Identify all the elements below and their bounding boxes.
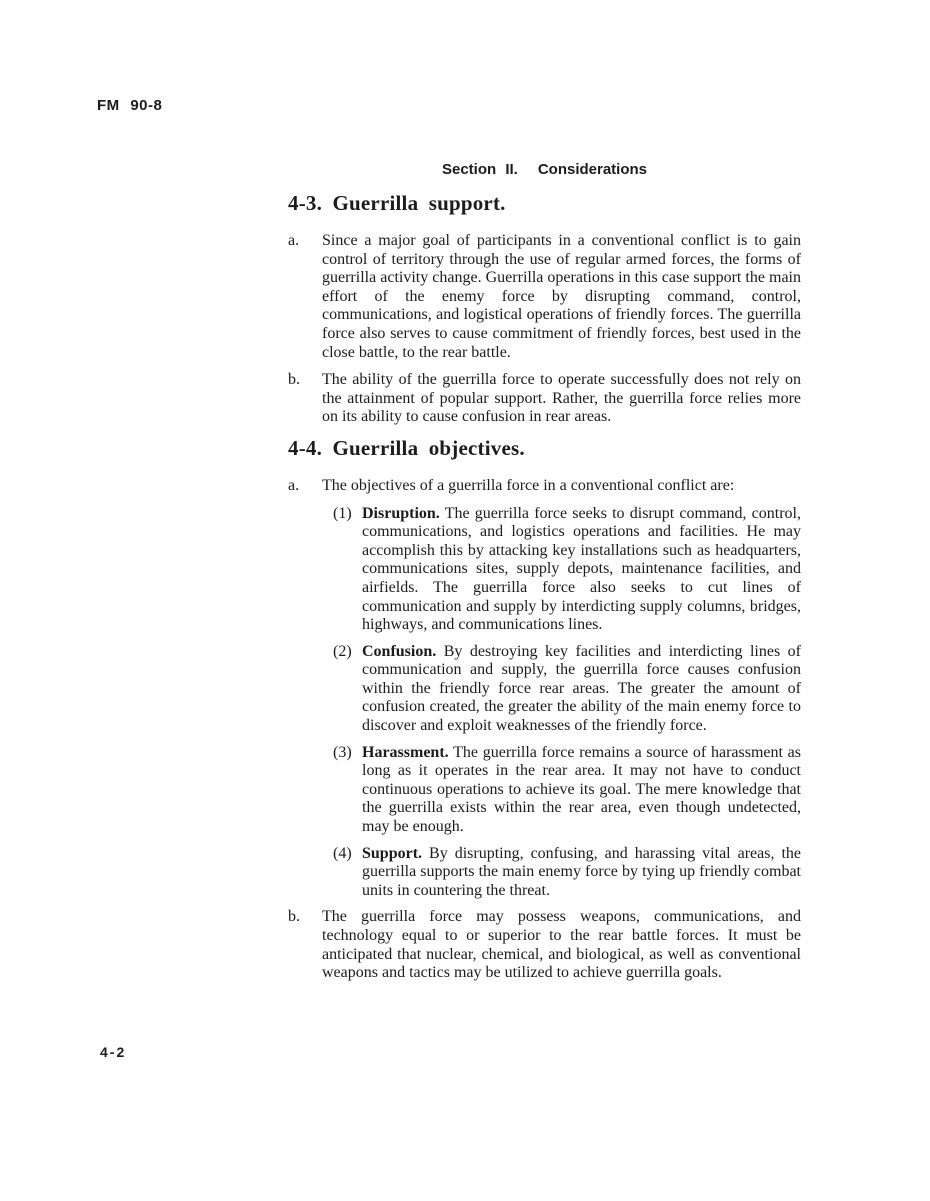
section-label: Section II.	[441, 161, 518, 178]
section-header	[288, 161, 801, 178]
section-title: Considerations	[537, 161, 648, 178]
item-body	[362, 505, 801, 635]
doc-code: FM 90-8	[97, 97, 163, 114]
item-term: Support.	[362, 844, 423, 862]
item-label: (4)	[333, 844, 352, 862]
paragraph-label: a.	[288, 232, 300, 249]
item-text: By destroying key facilities and interdicting lines of communication and supply, the guerrilla force causes confusion within the friendly force rear areas. The greater the amount of confusion created, the greater the ability of the main enemy force to discover and exploit weaknesses of the friendly force.	[362, 642, 802, 735]
list-item-harassment	[333, 744, 801, 837]
item-text: By disrupting, confusing, and harassing vital areas, the guerrilla supports the main enemy force by tying up friendly combat units in countering the threat.	[362, 844, 802, 899]
item-body	[362, 845, 801, 901]
item-term: Confusion.	[362, 642, 437, 660]
paragraph-label: b.	[288, 908, 300, 926]
list-item-disruption	[333, 505, 801, 635]
list-item-support	[333, 845, 801, 901]
paragraph-text: Since a major goal of participants in a conventional conflict is to gain control of territory through the use of regular armed forces, the forms of guerrilla activity change. Guerrilla operations in this case support the main effort of the enemy force by disrupting command, control, communications, and logistical operations of friendly forces. The guerrilla force also serves to cause commitment of friendly forces, best used in the close battle, to the rear battle.	[322, 232, 801, 361]
paragraph-4-3-b	[288, 371, 801, 427]
item-body	[362, 744, 801, 837]
paragraph-text: The ability of the guerrilla force to operate successfully does not rely on the attainment of popular support. Rather, the guerrilla force relies more on its ability to cause confusion in rear areas.	[322, 371, 801, 426]
paragraph-4-4-a	[288, 477, 801, 496]
page-content	[288, 161, 801, 992]
list-item-confusion	[333, 643, 801, 736]
item-label: (1)	[333, 504, 352, 522]
item-text: The guerrilla force remains a source of harassment as long as it operates in the rear area. It may not have to conduct continuous operations to achieve its goal. The mere knowledge that the guerrilla exists within the rear area, even though undetected, may be enough.	[362, 743, 801, 836]
heading-guerrilla-support: 4-3. Guerrilla support.	[288, 191, 506, 215]
paragraph-label: b.	[288, 371, 300, 389]
paragraph-4-3-a	[288, 232, 801, 362]
paragraph-text: The guerrilla force may possess weapons, communications, and technology equal to or superior to the rear battle forces. It must be anticipated that nuclear, chemical, and biological, as well as conventional weapons and tactics may be utilized to achieve guerrilla goals.	[322, 908, 801, 982]
item-label: (3)	[333, 743, 352, 761]
item-body	[362, 643, 801, 736]
item-term: Disruption.	[362, 504, 440, 522]
page-number: 4-2	[100, 1044, 127, 1060]
heading-guerrilla-objectives: 4-4. Guerrilla objectives.	[288, 435, 525, 460]
paragraph-4-4-b	[288, 908, 801, 982]
item-label: (2)	[333, 642, 352, 660]
item-text: The guerrilla force seeks to disrupt command, control, communications, and logistics operations and facilities. He may accomplish this by attacking key installations such as headquarters, communications sites, supply depots, maintenance facilities, and airfields. The guerrilla force also seeks to cut lines of communication and supply by interdicting supply columns, bridges, highways, and communications lines.	[362, 504, 802, 634]
item-term: Harassment.	[362, 743, 449, 761]
paragraph-text: The objectives of a guerrilla force in a conventional conflict are:	[322, 476, 735, 494]
paragraph-label: a.	[288, 476, 300, 494]
